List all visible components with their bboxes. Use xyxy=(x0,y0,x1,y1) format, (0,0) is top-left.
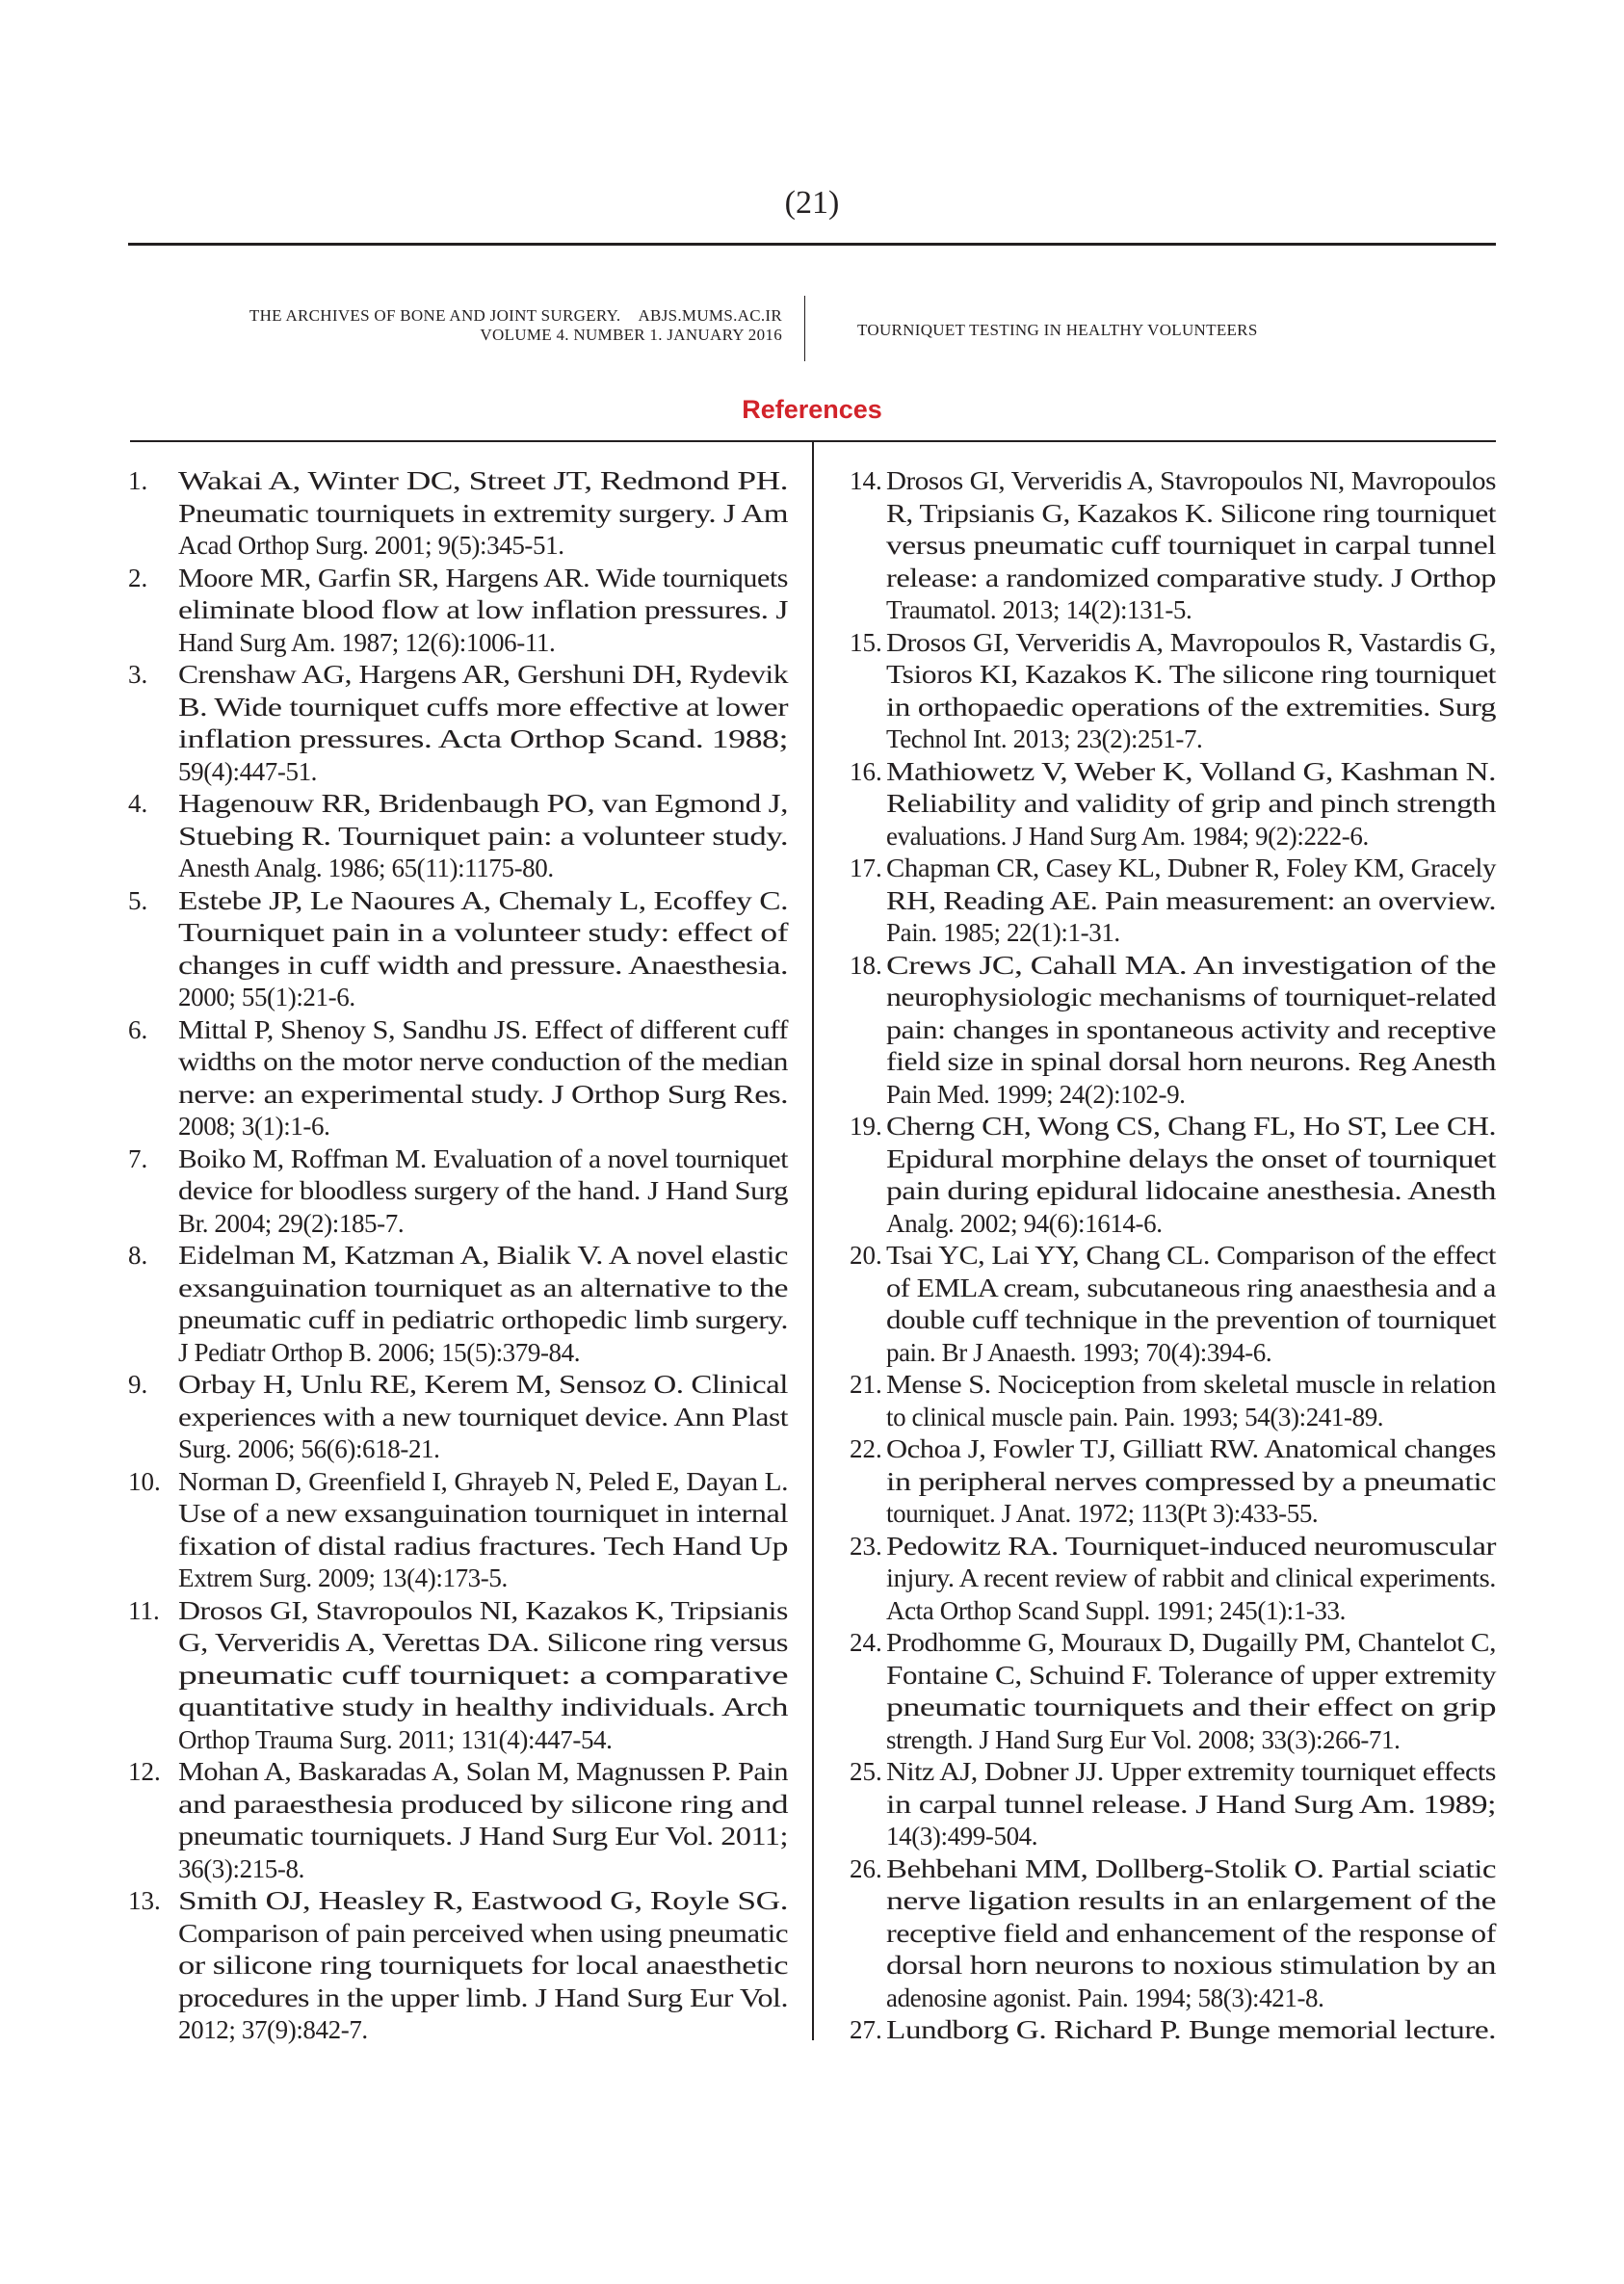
reference-text-line: to clinical muscle pain. Pain. 1993; 54(3):241-89. xyxy=(886,1402,1384,1431)
reference-item xyxy=(128,1885,788,2047)
reference-text-line: 36(3):215-8. xyxy=(178,1853,304,1883)
reference-text-line: Cherng CH, Wong CS, Chang FL, Ho ST, Lee CH. xyxy=(886,1112,1496,1141)
reference-text-line: versus pneumatic cuff tourniquet in carpal tunnel xyxy=(886,531,1496,560)
reference-text-line: widths on the motor nerve conduction of the median xyxy=(178,1047,788,1076)
running-head-journal-info xyxy=(144,306,782,345)
reference-text-line: Norman D, Greenfield I, Ghrayeb N, Peled E, Dayan L. xyxy=(178,1466,788,1496)
reference-text-line: quantitative study in healthy individuals. Arch xyxy=(178,1693,788,1721)
reference-item xyxy=(836,1531,1496,1628)
reference-text-line: Mittal P, Shenoy S, Sandhu JS. Effect of different cuff xyxy=(178,1014,788,1044)
reference-text-line: evaluations. J Hand Surg Am. 1984; 9(2):222-6. xyxy=(886,821,1369,851)
reference-text-line: in peripheral nerves compressed by a pneumatic xyxy=(886,1466,1496,1496)
reference-number: 23. xyxy=(850,1531,882,1561)
reference-text-line: B. Wide tourniquet cuffs more effective at lower xyxy=(178,692,788,722)
reference-text-line: pneumatic tourniquets and their effect on grip xyxy=(886,1693,1496,1721)
reference-text-line: inflation pressures. Acta Orthop Scand. 1988; xyxy=(178,724,788,753)
reference-item xyxy=(128,563,788,660)
reference-text-line: injury. A recent review of rabbit and clinical experiments. xyxy=(886,1563,1496,1592)
reference-number: 14. xyxy=(850,466,882,495)
reference-text-line: Br. 2004; 29(2):185-7. xyxy=(178,1208,405,1238)
running-head-article-title: TOURNIQUET TESTING IN HEALTHY VOLUNTEERS xyxy=(857,321,1258,339)
reference-text-line: Acta Orthop Scand Suppl. 1991; 245(1):1-33. xyxy=(886,1595,1346,1625)
reference-number: 10. xyxy=(128,1466,161,1496)
reference-item xyxy=(128,1466,788,1595)
reference-item xyxy=(128,1595,788,1757)
reference-text-line: Pedowitz RA. Tourniquet-induced neuromuscular xyxy=(886,1531,1496,1561)
reference-text-line: 2012; 37(9):842-7. xyxy=(178,2015,368,2044)
journal-website: ABJS.MUMS.AC.IR xyxy=(638,306,782,325)
reference-number: 6. xyxy=(128,1014,148,1044)
reference-number: 4. xyxy=(128,789,148,818)
reference-text-line: receptive field and enhancement of the response of xyxy=(886,1918,1496,1948)
reference-text-line: Drosos GI, Ververidis A, Mavropoulos R, Vastardis G, xyxy=(886,627,1496,657)
column-divider xyxy=(812,441,814,2040)
reference-text-line: Ochoa J, Fowler TJ, Gilliatt RW. Anatomical changes xyxy=(886,1434,1496,1463)
reference-item xyxy=(128,1143,788,1241)
reference-text-line: pneumatic tourniquets. J Hand Surg Eur Vol. 2011; xyxy=(178,1822,788,1851)
reference-text-line: Chapman CR, Casey KL, Dubner R, Foley KM, Gracely xyxy=(886,853,1496,882)
reference-item xyxy=(836,756,1496,853)
reference-item xyxy=(128,788,788,885)
reference-text-line: Drosos GI, Ververidis A, Stavropoulos NI, Mavropoulos xyxy=(886,466,1496,495)
reference-text-line: strength. J Hand Surg Eur Vol. 2008; 33(3):266-71. xyxy=(886,1724,1401,1754)
reference-text-line: R, Tripsianis G, Kazakos K. Silicone ring tourniquet xyxy=(886,498,1496,528)
reference-text-line: Wakai A, Winter DC, Street JT, Redmond PH. xyxy=(178,466,788,495)
reference-item xyxy=(128,885,788,1014)
reference-text-line: Crenshaw AG, Hargens AR, Gershuni DH, Rydevik xyxy=(178,660,788,689)
reference-text-line: and paraesthesia produced by silicone ring and xyxy=(178,1789,788,1819)
journal-name: THE ARCHIVES OF BONE AND JOINT SURGERY. xyxy=(249,306,621,325)
reference-number: 9. xyxy=(128,1370,148,1399)
issue-line: VOLUME 4. NUMBER 1. JANUARY 2016 xyxy=(480,326,782,344)
reference-text-line: Behbehani MM, Dollberg-Stolik O. Partial sciatic xyxy=(886,1853,1496,1883)
reference-text-line: Nitz AJ, Dobner JJ. Upper extremity tourniquet effects xyxy=(886,1757,1496,1786)
reference-item xyxy=(836,1369,1496,1433)
reference-text-line: Extrem Surg. 2009; 13(4):173-5. xyxy=(178,1563,508,1592)
reference-text-line: Prodhomme G, Mouraux D, Dugailly PM, Chantelot C, xyxy=(886,1628,1496,1657)
reference-number: 8. xyxy=(128,1241,148,1270)
page-number: (21) xyxy=(784,185,840,221)
reference-text-line: Technol Int. 2013; 23(2):251-7. xyxy=(886,724,1203,753)
reference-text-line: Mathiowetz V, Weber K, Volland G, Kashman N. xyxy=(886,756,1496,786)
reference-text-line: pain during epidural lidocaine anesthesia. Anesth xyxy=(886,1176,1496,1205)
reference-text-line: double cuff technique in the prevention of tourniquet xyxy=(886,1305,1496,1334)
reference-text-line: tourniquet. J Anat. 1972; 113(Pt 3):433-55. xyxy=(886,1499,1319,1528)
reference-number: 18. xyxy=(850,950,882,980)
reference-text-line: pain: changes in spontaneous activity and receptive xyxy=(886,1014,1496,1044)
reference-number: 26. xyxy=(850,1853,882,1883)
reference-text-line: Pneumatic tourniquets in extremity surgery. J Am xyxy=(178,498,788,528)
reference-text-line: in carpal tunnel release. J Hand Surg Am. 1989; xyxy=(886,1789,1496,1819)
reference-text-line: Pain Med. 1999; 24(2):102-9. xyxy=(886,1079,1186,1109)
reference-text-line: Lundborg G. Richard P. Bunge memorial lecture. xyxy=(886,2015,1496,2044)
reference-text-line: Traumatol. 2013; 14(2):131-5. xyxy=(886,595,1192,624)
reference-text-line: Hagenouw RR, Bridenbaugh PO, van Egmond J, xyxy=(178,789,788,818)
reference-text-line: Epidural morphine delays the onset of tourniquet xyxy=(886,1143,1496,1173)
reference-text-line: in orthopaedic operations of the extremities. Surg xyxy=(886,692,1496,722)
reference-number: 13. xyxy=(128,1886,161,1915)
references-left-column xyxy=(128,465,788,2047)
reference-text-line: procedures in the upper limb. J Hand Surg Eur Vol. xyxy=(178,1982,788,2012)
reference-text-line: release: a randomized comparative study. J Orthop xyxy=(886,563,1496,592)
reference-text-line: exsanguination tourniquet as an alternative to the xyxy=(178,1273,788,1302)
reference-number: 21. xyxy=(850,1370,882,1399)
reference-text-line: experiences with a new tourniquet device. Ann Plast xyxy=(178,1402,788,1431)
reference-item xyxy=(836,1433,1496,1531)
journal-line xyxy=(144,306,782,326)
reference-text-line: Reliability and validity of grip and pinch strength xyxy=(886,789,1496,818)
reference-text-line: 2000; 55(1):21-6. xyxy=(178,983,355,1011)
section-title: References xyxy=(742,395,882,424)
reference-number: 20. xyxy=(850,1241,882,1270)
reference-text-line: Smith OJ, Heasley R, Eastwood G, Royle SG. xyxy=(178,1886,788,1915)
references-right-column xyxy=(836,465,1496,2047)
reference-text-line: or silicone ring tourniquets for local anaesthetic xyxy=(178,1951,788,1980)
reference-text-line: RH, Reading AE. Pain measurement: an overview. xyxy=(886,885,1496,915)
reference-number: 15. xyxy=(850,627,882,657)
reference-text-line: Orbay H, Unlu RE, Kerem M, Sensoz O. Clinical xyxy=(178,1370,788,1399)
reference-number: 25. xyxy=(850,1757,882,1786)
reference-number: 17. xyxy=(850,853,882,882)
reference-text-line: Tourniquet pain in a volunteer study: effect of xyxy=(178,918,788,947)
reference-text-line: 14(3):499-504. xyxy=(886,1822,1038,1851)
reference-number: 16. xyxy=(850,756,882,786)
reference-number: 12. xyxy=(128,1757,161,1786)
reference-text-line: Comparison of pain perceived when using pneumatic xyxy=(178,1918,788,1948)
reference-text-line: Eidelman M, Katzman A, Bialik V. A novel elastic xyxy=(178,1241,788,1270)
reference-text-line: Tsai YC, Lai YY, Chang CL. Comparison of the effect xyxy=(886,1241,1496,1270)
reference-text-line: Fontaine C, Schuind F. Tolerance of upper extremity xyxy=(886,1660,1496,1690)
reference-text-line: Hand Surg Am. 1987; 12(6):1006-11. xyxy=(178,627,556,657)
reference-text-line: pneumatic cuff tourniquet: a comparative xyxy=(178,1660,788,1690)
reference-text-line: pneumatic cuff in pediatric orthopedic limb surgery. xyxy=(178,1305,788,1334)
reference-text-line: Tsioros KI, Kazakos K. The silicone ring tourniquet xyxy=(886,660,1496,689)
reference-item xyxy=(836,1756,1496,1853)
reference-number: 11. xyxy=(128,1595,160,1625)
reference-text-line: 59(4):447-51. xyxy=(178,756,318,786)
reference-number: 3. xyxy=(128,660,148,689)
reference-text-line: Mense S. Nociception from skeletal muscle in relation xyxy=(886,1370,1496,1399)
reference-text-line: adenosine agonist. Pain. 1994; 58(3):421-8. xyxy=(886,1982,1324,2012)
reference-number: 24. xyxy=(850,1628,882,1657)
reference-text-line: Anesth Analg. 1986; 65(11):1175-80. xyxy=(178,853,554,882)
reference-text-line: nerve ligation results in an enlargement of the xyxy=(886,1886,1496,1915)
reference-item xyxy=(836,1627,1496,1756)
reference-item xyxy=(836,1240,1496,1369)
reference-item xyxy=(836,1853,1496,2015)
reference-text-line: neurophysiologic mechanisms of tourniquet-related xyxy=(886,983,1496,1011)
reference-item xyxy=(128,1369,788,1466)
reference-item xyxy=(836,950,1496,1112)
reference-text-line: Crews JC, Cahall MA. An investigation of the xyxy=(886,950,1496,980)
reference-item xyxy=(836,465,1496,627)
reference-item xyxy=(836,2014,1496,2047)
running-head-divider xyxy=(804,296,805,361)
reference-text-line: of EMLA cream, subcutaneous ring anaesthesia and a xyxy=(886,1273,1496,1302)
reference-item xyxy=(128,1014,788,1143)
reference-text-line: Surg. 2006; 56(6):618-21. xyxy=(178,1434,440,1463)
reference-text-line: Pain. 1985; 22(1):1-31. xyxy=(886,918,1120,947)
reference-item xyxy=(128,465,788,563)
reference-text-line: nerve: an experimental study. J Orthop Surg Res. xyxy=(178,1079,788,1109)
reference-text-line: changes in cuff width and pressure. Anaesthesia. xyxy=(178,950,788,980)
reference-text-line: Boiko M, Roffman M. Evaluation of a novel tourniquet xyxy=(178,1143,788,1173)
reference-text-line: J Pediatr Orthop B. 2006; 15(5):379-84. xyxy=(178,1337,581,1367)
reference-text-line: fixation of distal radius fractures. Tech Hand Up xyxy=(178,1531,788,1561)
reference-item xyxy=(836,1111,1496,1240)
reference-text-line: Estebe JP, Le Naoures A, Chemaly L, Ecoffey C. xyxy=(178,885,788,915)
reference-text-line: field size in spinal dorsal horn neurons. Reg Anesth xyxy=(886,1047,1496,1076)
reference-item xyxy=(128,1756,788,1885)
reference-number: 5. xyxy=(128,885,148,915)
reference-text-line: Orthop Trauma Surg. 2011; 131(4):447-54. xyxy=(178,1724,613,1754)
reference-item xyxy=(128,659,788,788)
reference-number: 1. xyxy=(128,466,148,495)
reference-text-line: dorsal horn neurons to noxious stimulation by an xyxy=(886,1951,1496,1980)
reference-text-line: 2008; 3(1):1-6. xyxy=(178,1112,330,1141)
reference-text-line: eliminate blood flow at low inflation pressures. J xyxy=(178,595,788,624)
reference-number: 27. xyxy=(850,2015,882,2044)
reference-text-line: Stuebing R. Tourniquet pain: a volunteer study. xyxy=(178,821,788,851)
reference-text-line: Analg. 2002; 94(6):1614-6. xyxy=(886,1208,1163,1238)
reference-number: 19. xyxy=(850,1112,882,1141)
top-rule xyxy=(128,243,1496,246)
reference-text-line: Moore MR, Garfin SR, Hargens AR. Wide tourniquets xyxy=(178,563,788,592)
reference-number: 22. xyxy=(850,1434,882,1463)
reference-text-line: Drosos GI, Stavropoulos NI, Kazakos K, Tripsianis xyxy=(178,1595,788,1625)
reference-text-line: Use of a new exsanguination tourniquet in internal xyxy=(178,1499,788,1528)
reference-number: 2. xyxy=(128,563,148,592)
reference-number: 7. xyxy=(128,1143,148,1173)
reference-item xyxy=(128,1240,788,1369)
reference-text-line: G, Ververidis A, Verettas DA. Silicone ring versus xyxy=(178,1628,788,1657)
reference-text-line: pain. Br J Anaesth. 1993; 70(4):394-6. xyxy=(886,1337,1272,1367)
reference-item xyxy=(836,853,1496,950)
reference-item xyxy=(836,627,1496,756)
reference-text-line: device for bloodless surgery of the hand. J Hand Surg xyxy=(178,1176,788,1205)
reference-text-line: Mohan A, Baskaradas A, Solan M, Magnussen P. Pain xyxy=(178,1757,788,1786)
reference-text-line: Acad Orthop Surg. 2001; 9(5):345-51. xyxy=(178,531,564,560)
